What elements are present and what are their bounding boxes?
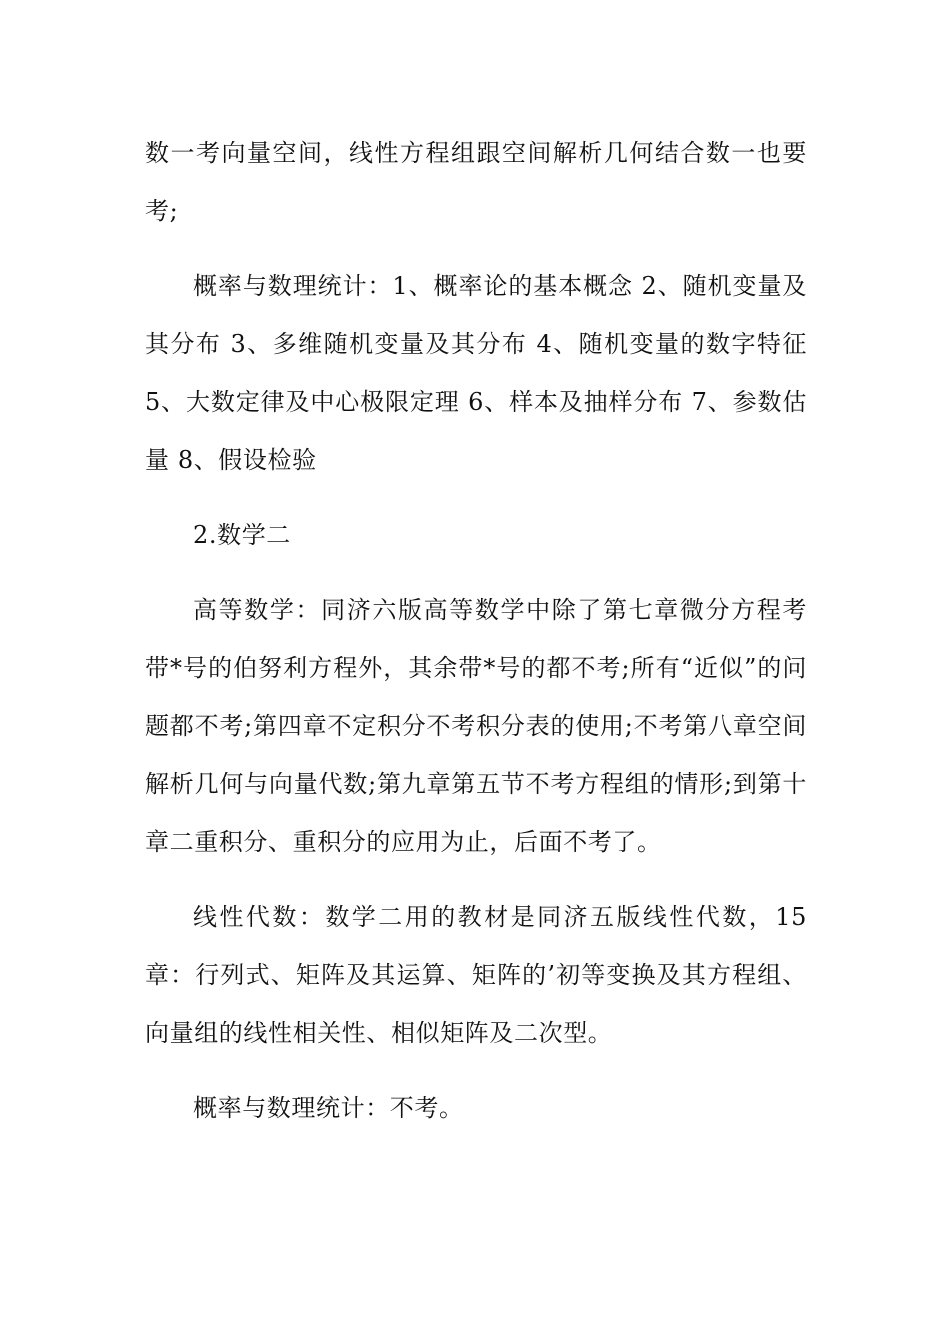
paragraph-probability-not-tested: 概率与数理统计：不考。	[193, 1094, 464, 1122]
document-body	[145, 124, 807, 1154]
paragraph-advanced-math: 高等数学：同济六版高等数学中除了第七章微分方程考带*号的伯努利方程外，其余带*号的都不考;所有“近似”的问题都不考;第四章不定积分不考积分表的使用;不考第八章空间解析几何与向量代数;第九章第五节不考方程组的情形;到第十章二重积分、重积分的应用为止，后面不考了。	[145, 596, 807, 856]
section-heading-math-two: 2.数学二	[193, 521, 291, 549]
paragraph-space-analytic: 数一考向量空间，线性方程组跟空间解析几何结合数一也要考;	[145, 139, 807, 225]
paragraph-probability-statistics-list: 概率与数理统计：1、概率论的基本概念 2、随机变量及其分布 3、多维随机变量及其分布 4、随机变量的数字特征 5、大数定律及中心极限定理 6、样本及抽样分布 7、参数估量 8、假设检验	[145, 272, 807, 474]
paragraph-linear-algebra: 线性代数：数学二用的教材是同济五版线性代数，15 章：行列式、矩阵及其运算、矩阵的’初等变换及其方程组、向量组的线性相关性、相似矩阵及二次型。	[145, 903, 807, 1047]
